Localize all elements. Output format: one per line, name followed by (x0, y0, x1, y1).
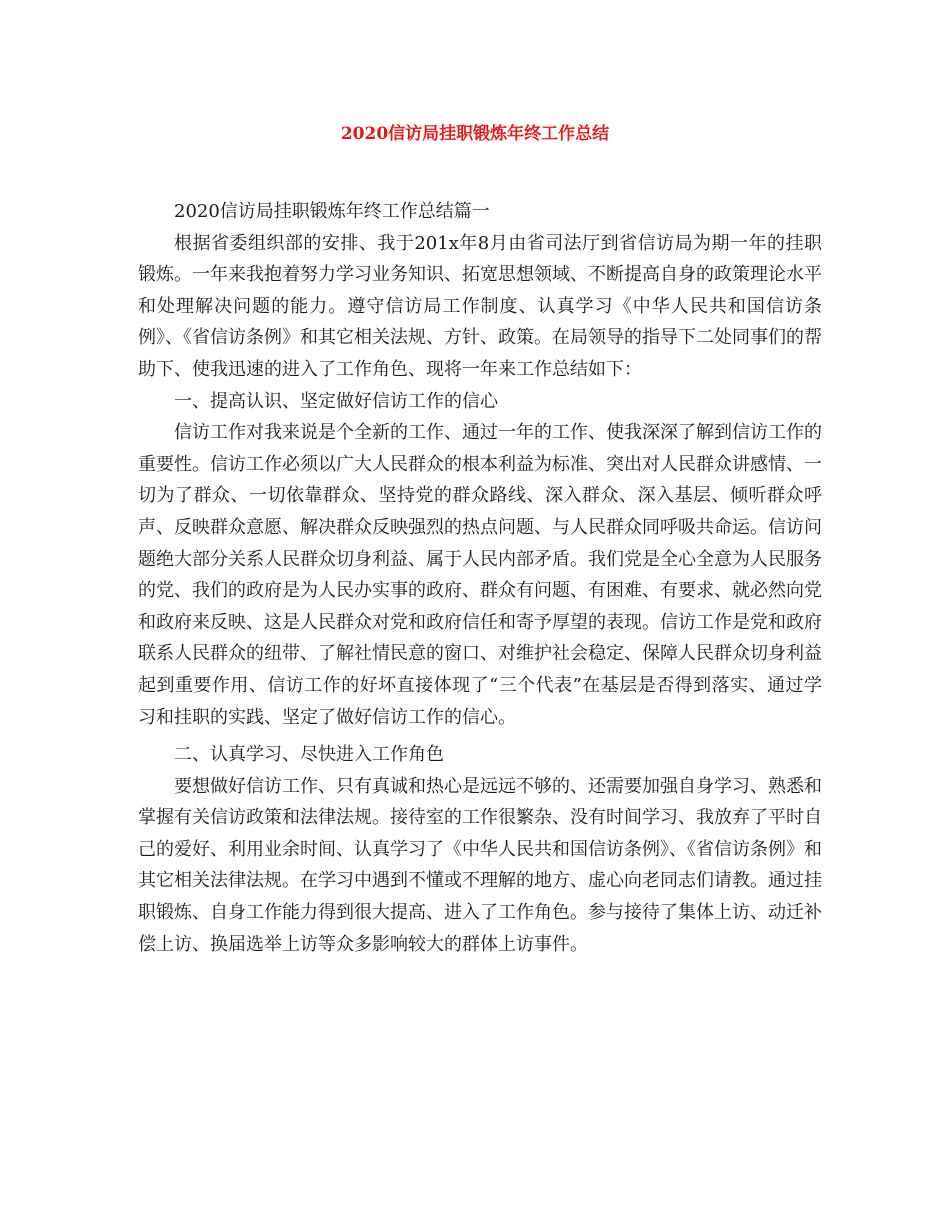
section-1-heading: 一、提高认识、坚定做好信访工作的信心 (174, 390, 498, 412)
intro-paragraph: 根据省委组织部的安排、我于201x年8月由省司法厅到省信访局为期一年的挂职锻炼。一年来我抱着努力学习业务知识、拓宽思想领域、不断提高自身的政策理论水平和处理解决问题的能力。遵守信访局工作制度、认真学习《中华人民共和国信访条例》、《省信访条例》和其它相关法规、方针、政策。在局领导的指导下二处同事们的帮助下、使我迅速的进入了工作角色、现将一年来工作总结如下： (138, 232, 822, 380)
section-2-paragraph: 要想做好信访工作、只有真诚和热心是远远不够的、还需要加强自身学习、熟悉和掌握有关信访政策和法律法规。接待室的工作很繁杂、没有时间学习、我放弃了平时自己的爱好、利用业余时间、认真学习了《中华人民共和国信访条例》、《省信访条例》和其它相关法律法规。在学习中遇到不懂或不理解的地方、虚心向老同志们请教。通过挂职锻炼、自身工作能力得到很大提高、进入了工作角色。参与接待了集体上访、动迁补偿上访、换届选举上访等众多影响较大的群体上访事件。 (138, 775, 822, 955)
section-2-heading: 二、认真学习、尽快进入工作角色 (174, 744, 444, 766)
document-subtitle: 2020信访局挂职锻炼年终工作总结篇一 (174, 201, 490, 222)
document-title: 2020信访局挂职锻炼年终工作总结 (340, 124, 610, 144)
section-1-paragraph: 信访工作对我来说是个全新的工作、通过一年的工作、使我深深了解到信访工作的重要性。信访工作必须以广大人民群众的根本利益为标准、突出对人民群众讲感情、一切为了群众、一切依靠群众、坚持党的群众路线、深入群众、深入基层、倾听群众呼声、反映群众意愿、解决群众反映强烈的热点问题、与人民群众同呼吸共命运。信访问题绝大部分关系人民群众切身利益、属于人民内部矛盾。我们党是全心全意为人民服务的党、我们的政府是为人民办实事的政府、群众有问题、有困难、有要求、就必然向党和政府来反映、这是人民群众对党和政府信任和寄予厚望的表现。信访工作是党和政府联系人民群众的纽带、了解社情民意的窗口、对维护社会稳定、保障人民群众切身利益起到重要作用、信访工作的好坏直接体现了“三个代表”在基层是否得到落实、通过学习和挂职的实践、坚定了做好信访工作的信心。 (138, 422, 822, 728)
document-body (138, 196, 822, 960)
